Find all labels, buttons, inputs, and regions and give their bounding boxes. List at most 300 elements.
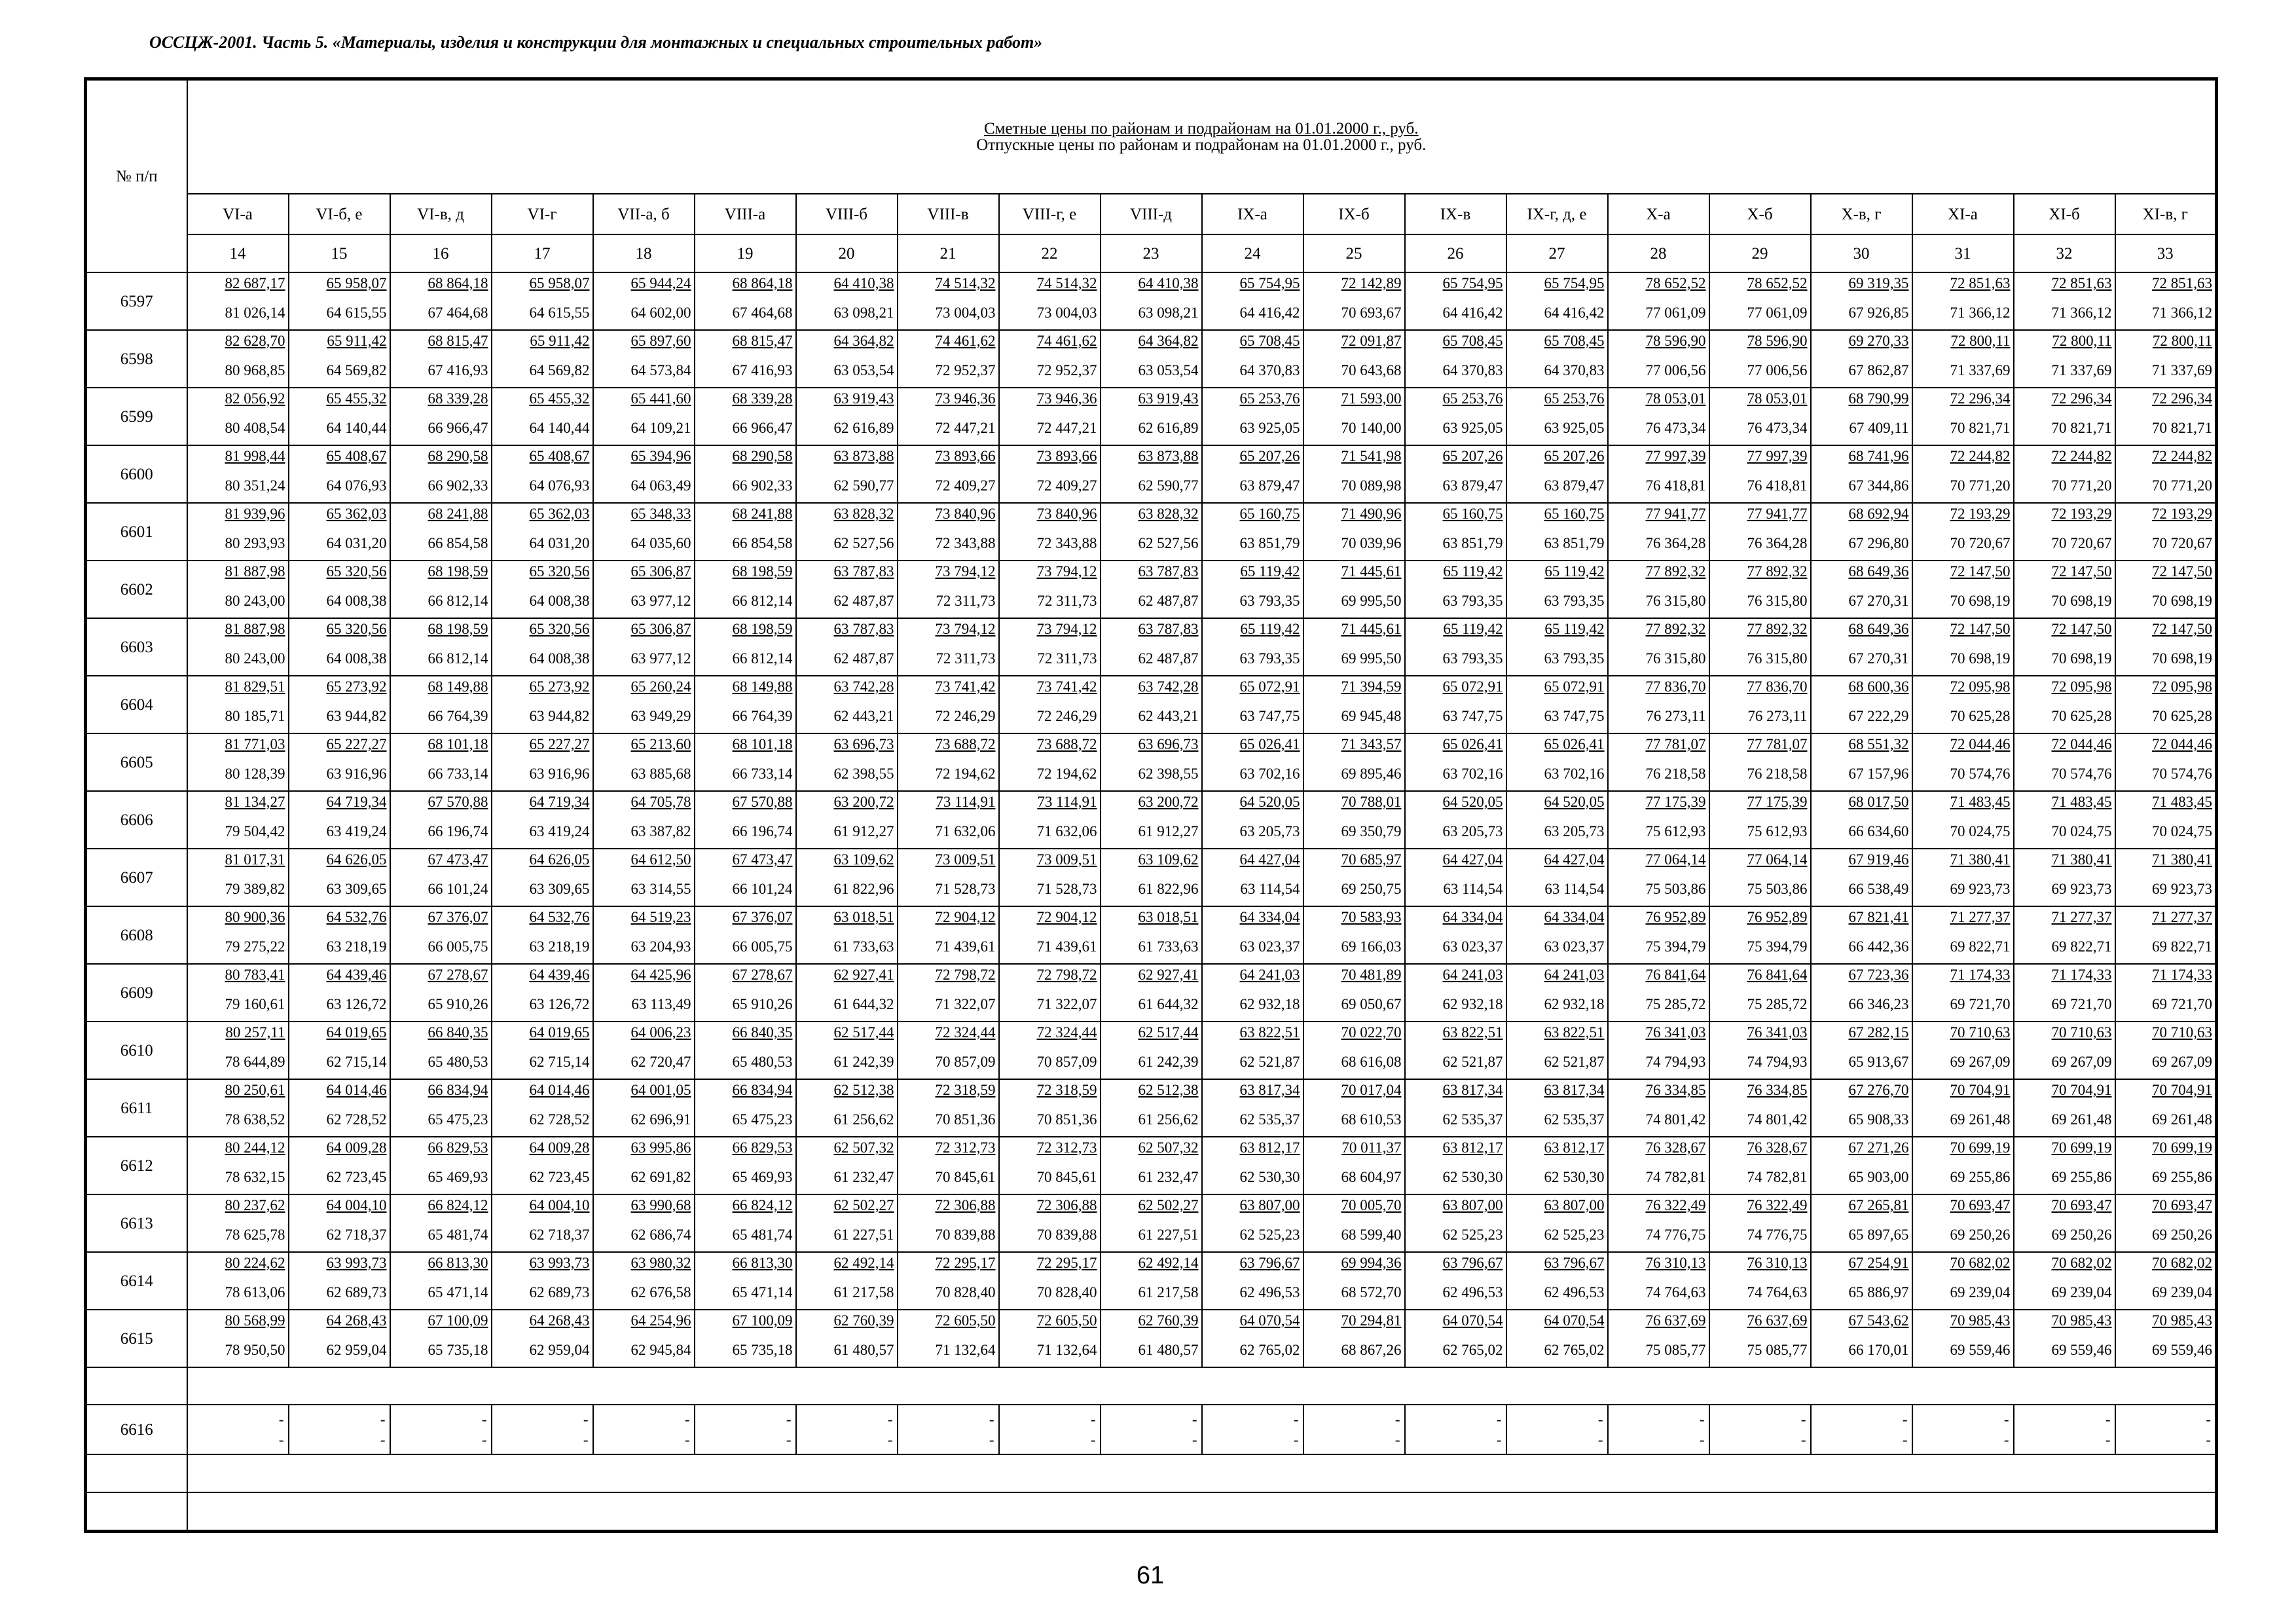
- release-price: 62 398,55: [1138, 766, 1199, 782]
- price-cell: [593, 964, 695, 1022]
- row-number: 6610: [86, 1022, 187, 1079]
- row-number: 6607: [86, 849, 187, 906]
- price-cell: [898, 561, 999, 618]
- estimate-price: 76 952,89: [1747, 909, 1808, 925]
- price-cell: [2014, 561, 2115, 618]
- price-cell: [1101, 733, 1202, 791]
- price-cell: [1912, 388, 2014, 445]
- estimate-price: 62 927,41: [833, 967, 894, 983]
- release-price: 75 612,93: [1645, 823, 1706, 840]
- price-cell: [593, 388, 695, 445]
- release-price: 66 902,33: [732, 477, 793, 494]
- release-price: 77 061,09: [1645, 304, 1706, 321]
- release-price: 69 923,73: [1950, 881, 2011, 897]
- district-header: VII-а, б: [593, 194, 695, 234]
- estimate-price: 72 295,17: [935, 1255, 996, 1271]
- row-number: 6597: [86, 272, 187, 330]
- row-number: 6603: [86, 618, 187, 676]
- release-price: 72 311,73: [1037, 650, 1097, 667]
- release-price: 71 337,69: [2051, 362, 2112, 378]
- release-price: 64 008,38: [326, 650, 387, 667]
- estimate-price: 71 445,61: [1341, 621, 1402, 637]
- price-cell: [1912, 849, 2014, 906]
- estimate-price: 70 682,02: [2152, 1255, 2213, 1271]
- release-price: 77 061,09: [1747, 304, 1808, 321]
- price-cell: [1202, 676, 1303, 733]
- price-cell: [1608, 849, 1709, 906]
- estimate-price: 74 461,62: [935, 333, 996, 349]
- column-number: 25: [1303, 234, 1405, 272]
- price-cell: [1506, 445, 1608, 503]
- release-price: 64 602,00: [630, 304, 691, 321]
- price-cell: [1405, 1252, 1506, 1310]
- price-cell: [898, 1022, 999, 1079]
- estimate-price: 72 147,50: [2152, 563, 2213, 580]
- price-cell: [1912, 272, 2014, 330]
- column-number: 30: [1811, 234, 1912, 272]
- estimate-price: 63 990,68: [630, 1197, 691, 1213]
- estimate-price: 72 318,59: [1036, 1082, 1097, 1098]
- release-price: 61 242,39: [1138, 1054, 1199, 1070]
- release-price: 70 771,20: [2152, 477, 2213, 494]
- release-price: 61 822,96: [1138, 881, 1199, 897]
- empty-cell: [187, 1367, 2217, 1405]
- estimate-price: 72 318,59: [935, 1082, 996, 1098]
- release-price: 62 525,23: [1239, 1227, 1300, 1243]
- price-cell: [1912, 330, 2014, 388]
- release-price: 64 140,44: [529, 420, 590, 436]
- price-cell: [1912, 1194, 2014, 1252]
- estimate-price: 76 841,64: [1747, 967, 1808, 983]
- release-price: 69 255,86: [2051, 1169, 2112, 1185]
- price-cell: [1811, 1310, 1912, 1367]
- estimate-price: 65 119,42: [1544, 563, 1605, 580]
- release-price: 69 261,48: [2051, 1111, 2112, 1128]
- price-cell: [695, 849, 796, 906]
- release-price: 62 521,87: [1442, 1054, 1503, 1070]
- estimate-price: 63 787,83: [833, 563, 894, 580]
- release-price: 71 322,07: [935, 996, 996, 1012]
- estimate-price: 65 306,87: [630, 563, 691, 580]
- price-cell: [390, 964, 492, 1022]
- release-price-caption: Отпускные цены по районам и подрайонам на 01.01.2000 г., руб.: [976, 136, 1427, 154]
- estimate-price: 80 250,61: [225, 1082, 285, 1098]
- estimate-price: 65 408,67: [529, 448, 590, 464]
- price-cell: [1303, 445, 1405, 503]
- estimate-price: 72 851,63: [2051, 275, 2112, 291]
- estimate-price: 64 014,46: [529, 1082, 590, 1098]
- estimate-price: 72 095,98: [2152, 678, 2213, 695]
- price-cell: [999, 849, 1101, 906]
- price-cell: [1303, 1137, 1405, 1194]
- release-price: 76 315,80: [1747, 650, 1808, 667]
- empty-cell: [187, 1492, 2217, 1532]
- release-price: 70 828,40: [1036, 1284, 1097, 1301]
- price-cell: [2115, 791, 2217, 849]
- price-cell: [390, 561, 492, 618]
- estimate-price: 72 147,50: [2051, 563, 2112, 580]
- blank-row: [86, 1454, 2217, 1492]
- price-cell: [1405, 618, 1506, 676]
- release-price: 62 616,89: [833, 420, 894, 436]
- estimate-price: 70 481,89: [1341, 967, 1402, 983]
- estimate-price: 72 244,82: [2051, 448, 2112, 464]
- estimate-price: 70 017,04: [1341, 1082, 1402, 1098]
- estimate-price: 62 760,39: [1138, 1312, 1199, 1329]
- price-cell: [999, 1194, 1101, 1252]
- price-cell: [187, 1252, 289, 1310]
- release-price: 78 632,15: [225, 1169, 285, 1185]
- estimate-price: 67 543,62: [1848, 1312, 1909, 1329]
- release-price: 63 916,96: [529, 766, 590, 782]
- estimate-price: 63 822,51: [1239, 1024, 1300, 1041]
- release-price: 65 910,26: [428, 996, 488, 1012]
- release-price: 79 504,42: [225, 823, 285, 840]
- price-cell: [187, 445, 289, 503]
- price-cell: [1202, 964, 1303, 1022]
- row-number: 6606: [86, 791, 187, 849]
- price-cell: [390, 272, 492, 330]
- estimate-price: 63 822,51: [1442, 1024, 1503, 1041]
- estimate-price: 72 296,34: [2051, 390, 2112, 407]
- estimate-price: 70 710,63: [2051, 1024, 2112, 1041]
- release-price: 74 794,93: [1747, 1054, 1808, 1070]
- price-cell: [1202, 1079, 1303, 1137]
- release-price: 69 721,70: [1950, 996, 2011, 1012]
- estimate-price: 72 904,12: [1036, 909, 1097, 925]
- release-price: 65 910,26: [732, 996, 793, 1012]
- release-price: 68 610,53: [1341, 1111, 1402, 1128]
- price-cell: [1608, 906, 1709, 964]
- estimate-price: 80 237,62: [225, 1197, 285, 1213]
- release-price: 70 039,96: [1341, 535, 1402, 551]
- estimate-price: 76 341,03: [1645, 1024, 1706, 1041]
- release-price: -: [1902, 1431, 1908, 1448]
- estimate-price: 65 708,45: [1239, 333, 1300, 349]
- price-cell: [289, 445, 390, 503]
- estimate-price: 78 596,90: [1645, 333, 1706, 349]
- release-price: 66 764,39: [732, 708, 793, 724]
- estimate-price: 65 320,56: [326, 563, 387, 580]
- price-cell: [796, 849, 898, 906]
- release-price: 64 008,38: [326, 593, 387, 609]
- release-price: 63 977,12: [630, 593, 691, 609]
- price-cell: [1811, 1137, 1912, 1194]
- release-price: 66 812,14: [732, 593, 793, 609]
- price-cell: [289, 618, 390, 676]
- price-cell: [187, 330, 289, 388]
- release-price: 63 747,75: [1239, 708, 1300, 724]
- price-cell: [2014, 1252, 2115, 1310]
- price-cell: [1303, 272, 1405, 330]
- estimate-price: 70 294,81: [1341, 1312, 1402, 1329]
- release-price: 70 625,28: [1950, 708, 2011, 724]
- column-number: 29: [1709, 234, 1811, 272]
- estimate-price: -: [887, 1411, 893, 1428]
- release-price: 63 126,72: [529, 996, 590, 1012]
- price-cell: [1303, 618, 1405, 676]
- table-row: [86, 676, 2217, 733]
- estimate-price: 67 570,88: [732, 794, 793, 810]
- release-price: 70 625,28: [2051, 708, 2112, 724]
- estimate-price: 77 892,32: [1747, 563, 1808, 580]
- price-cell: [999, 791, 1101, 849]
- price-cell: [390, 1022, 492, 1079]
- estimate-price: -: [1394, 1411, 1400, 1428]
- release-price: 70 698,19: [1950, 593, 2011, 609]
- price-cell: [1608, 330, 1709, 388]
- release-price: -: [786, 1431, 792, 1448]
- release-price: 62 487,87: [1138, 650, 1199, 667]
- estimate-price: 63 873,88: [833, 448, 894, 464]
- district-header: IX-г, д, е: [1506, 194, 1608, 234]
- price-cell: [1608, 388, 1709, 445]
- price-cell: [898, 272, 999, 330]
- release-price: 79 160,61: [225, 996, 285, 1012]
- district-header: VIII-г, е: [999, 194, 1101, 234]
- estimate-price: 67 100,09: [732, 1312, 793, 1329]
- estimate-price: 70 985,43: [2152, 1312, 2213, 1329]
- price-cell: [289, 1022, 390, 1079]
- price-cell: [1912, 1310, 2014, 1367]
- price-cell: [289, 791, 390, 849]
- price-cell: [1912, 964, 2014, 1022]
- estimate-price: 66 834,94: [428, 1082, 488, 1098]
- estimate-price: -: [2105, 1411, 2111, 1428]
- estimate-price: 73 893,66: [935, 448, 996, 464]
- release-price: 69 050,67: [1341, 996, 1402, 1012]
- price-cell: [898, 1194, 999, 1252]
- estimate-price: 77 892,32: [1747, 621, 1808, 637]
- estimate-price: 78 652,52: [1645, 275, 1706, 291]
- price-cell: [695, 676, 796, 733]
- table-row: [86, 618, 2217, 676]
- estimate-price: 63 109,62: [833, 851, 894, 868]
- release-price: 62 535,37: [1544, 1111, 1605, 1128]
- price-cell: [390, 791, 492, 849]
- release-price: 71 132,64: [1036, 1342, 1097, 1358]
- price-cell: [492, 1405, 593, 1454]
- price-cell: [2014, 445, 2115, 503]
- price-cell: [2014, 388, 2115, 445]
- price-cell: [1709, 1194, 1811, 1252]
- estimate-price: 65 227,27: [326, 736, 387, 752]
- price-cell: [1709, 561, 1811, 618]
- estimate-price: 63 980,32: [630, 1255, 691, 1271]
- price-cell: [492, 1137, 593, 1194]
- release-price: 63 747,75: [1442, 708, 1503, 724]
- release-price: 70 720,67: [1950, 535, 2011, 551]
- estimate-price: 68 649,36: [1848, 563, 1909, 580]
- estimate-price: 68 815,47: [428, 333, 488, 349]
- price-cell: [1608, 1405, 1709, 1454]
- estimate-price: 63 787,83: [1138, 563, 1199, 580]
- release-price: -: [1090, 1431, 1096, 1448]
- price-cell: [1709, 1310, 1811, 1367]
- release-price: 63 702,16: [1544, 766, 1605, 782]
- estimate-price: 81 017,31: [225, 851, 285, 868]
- estimate-price: 72 800,11: [2052, 333, 2112, 349]
- price-cell: [1506, 676, 1608, 733]
- row-number: 6601: [86, 503, 187, 561]
- release-price: 63 205,73: [1442, 823, 1503, 840]
- estimate-price: 65 754,95: [1544, 275, 1605, 291]
- estimate-price: 67 278,67: [732, 967, 793, 983]
- price-cell: [1811, 1079, 1912, 1137]
- release-price: 76 218,58: [1747, 766, 1808, 782]
- estimate-price: 63 812,17: [1239, 1139, 1300, 1156]
- release-price: 62 718,37: [326, 1227, 387, 1243]
- price-cell: [695, 1194, 796, 1252]
- price-cell: [898, 1310, 999, 1367]
- release-price: 63 419,24: [529, 823, 590, 840]
- estimate-price: 65 708,45: [1442, 333, 1503, 349]
- row-number: 6605: [86, 733, 187, 791]
- release-price: 61 242,39: [833, 1054, 894, 1070]
- release-price: 70 857,09: [935, 1054, 996, 1070]
- estimate-price: 64 719,34: [529, 794, 590, 810]
- release-price: 67 862,87: [1848, 362, 1909, 378]
- release-price: 62 689,73: [326, 1284, 387, 1301]
- estimate-price: 64 532,76: [326, 909, 387, 925]
- price-cell: [1811, 388, 1912, 445]
- release-price: 64 416,42: [1544, 304, 1605, 321]
- price-cell: [1811, 1022, 1912, 1079]
- price-cell: [1405, 733, 1506, 791]
- release-price: -: [1394, 1431, 1400, 1448]
- price-cell: [999, 618, 1101, 676]
- release-price: 76 418,81: [1747, 477, 1808, 494]
- release-price: 62 443,21: [1138, 708, 1199, 724]
- estimate-price: 78 596,90: [1747, 333, 1808, 349]
- release-price: 62 398,55: [833, 766, 894, 782]
- estimate-price: 71 483,45: [2051, 794, 2112, 810]
- price-cell: [593, 791, 695, 849]
- release-price: 70 771,20: [2051, 477, 2112, 494]
- column-number: 27: [1506, 234, 1608, 272]
- price-cell: [390, 1310, 492, 1367]
- estimate-price: 71 277,37: [2051, 909, 2112, 925]
- district-header: VI-г: [492, 194, 593, 234]
- release-price: 63 204,93: [630, 938, 691, 955]
- district-header: XI-в, г: [2115, 194, 2217, 234]
- estimate-price: 65 207,26: [1544, 448, 1605, 464]
- estimate-price: 73 009,51: [935, 851, 996, 868]
- release-price: 68 867,26: [1341, 1342, 1402, 1358]
- estimate-price: 64 410,38: [833, 275, 894, 291]
- release-price: 66 101,24: [732, 881, 793, 897]
- estimate-price: 78 053,01: [1747, 390, 1808, 407]
- price-cell: [1303, 503, 1405, 561]
- estimate-price: 63 787,83: [833, 621, 894, 637]
- estimate-price: 64 009,28: [529, 1139, 590, 1156]
- release-price: 71 439,61: [935, 938, 996, 955]
- price-cell: [1202, 1022, 1303, 1079]
- price-cell: [1912, 1137, 2014, 1194]
- price-cell: [492, 791, 593, 849]
- estimate-price: 65 072,91: [1442, 678, 1503, 695]
- estimate-price: 71 593,00: [1341, 390, 1402, 407]
- estimate-price: 71 541,98: [1341, 448, 1402, 464]
- price-cell: [1608, 618, 1709, 676]
- estimate-price: 64 626,05: [326, 851, 387, 868]
- price-cell: [1811, 676, 1912, 733]
- release-price: -: [1293, 1431, 1299, 1448]
- release-price: 66 196,74: [428, 823, 488, 840]
- estimate-price: 64 410,38: [1138, 275, 1199, 291]
- estimate-price: 64 241,03: [1544, 967, 1605, 983]
- table-row: [86, 272, 2217, 330]
- price-cell: [1709, 618, 1811, 676]
- price-cell: [2115, 1194, 2217, 1252]
- price-cell: [2115, 733, 2217, 791]
- estimate-price: 77 781,07: [1645, 736, 1706, 752]
- estimate-price: 64 254,96: [630, 1312, 691, 1329]
- price-cell: [1202, 503, 1303, 561]
- column-number: 23: [1101, 234, 1202, 272]
- estimate-price: 65 119,42: [1240, 563, 1300, 580]
- estimate-price: 74 461,62: [1036, 333, 1097, 349]
- price-cell: [1811, 733, 1912, 791]
- estimate-price: 63 018,51: [1138, 909, 1199, 925]
- price-cell: [1811, 1405, 1912, 1454]
- estimate-price: 64 006,23: [630, 1024, 691, 1041]
- release-price: 71 337,69: [1950, 362, 2011, 378]
- estimate-price: 71 277,37: [2152, 909, 2213, 925]
- estimate-price: 66 834,94: [732, 1082, 793, 1098]
- price-cell: [593, 503, 695, 561]
- estimate-price: 67 821,41: [1848, 909, 1909, 925]
- price-cell: [1709, 1405, 1811, 1454]
- price-cell: [1202, 1252, 1303, 1310]
- release-price: -: [989, 1431, 994, 1448]
- price-cell: [2014, 272, 2115, 330]
- price-cell: [1608, 1079, 1709, 1137]
- release-price: 61 644,32: [1138, 996, 1199, 1012]
- release-price: 76 364,28: [1645, 535, 1706, 551]
- price-cell: [1405, 388, 1506, 445]
- release-price: 65 471,14: [732, 1284, 793, 1301]
- release-price: 63 702,16: [1239, 766, 1300, 782]
- price-cell: [898, 849, 999, 906]
- release-price: 62 530,30: [1442, 1169, 1503, 1185]
- price-cell: [1101, 1405, 1202, 1454]
- estimate-price: 74 514,32: [935, 275, 996, 291]
- row-number: 6600: [86, 445, 187, 503]
- release-price: 62 715,14: [326, 1054, 387, 1070]
- estimate-price: 72 142,89: [1341, 275, 1402, 291]
- release-price: -: [2003, 1431, 2009, 1448]
- price-cell: [289, 849, 390, 906]
- estimate-price: 62 517,44: [833, 1024, 894, 1041]
- estimate-price: 65 911,42: [327, 333, 387, 349]
- estimate-price: 68 241,88: [428, 506, 488, 522]
- estimate-price: 63 807,00: [1544, 1197, 1605, 1213]
- estimate-price: 76 637,69: [1747, 1312, 1808, 1329]
- estimate-price: 70 693,47: [2152, 1197, 2213, 1213]
- release-price: 71 337,69: [2152, 362, 2213, 378]
- price-cell: [1405, 676, 1506, 733]
- price-cell: [999, 1405, 1101, 1454]
- estimate-price: 65 708,45: [1544, 333, 1605, 349]
- release-price: 69 250,26: [1950, 1227, 2011, 1243]
- column-number: 14: [187, 234, 289, 272]
- price-cell: [898, 1252, 999, 1310]
- estimate-price: 73 794,12: [1036, 621, 1097, 637]
- price-cell: [1709, 330, 1811, 388]
- estimate-price: 77 175,39: [1747, 794, 1808, 810]
- release-price: 79 275,22: [225, 938, 285, 955]
